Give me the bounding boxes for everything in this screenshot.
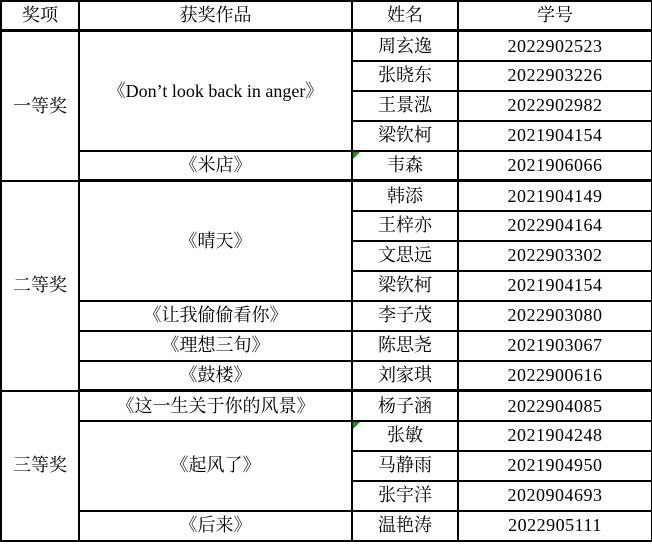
student-name: 梁钦柯: [378, 125, 432, 146]
student-id-cell[interactable]: 2022903302: [458, 241, 652, 271]
table-row: [1, 31, 652, 61]
student-name: 李子茂: [378, 305, 432, 326]
work-cell[interactable]: 《Don’t look back in anger》: [79, 31, 352, 151]
table-row: [1, 391, 652, 421]
student-id-cell[interactable]: 2022904085: [458, 391, 652, 421]
name-cell[interactable]: [352, 61, 458, 91]
student-id-cell[interactable]: 2020904693: [458, 481, 652, 511]
work-cell[interactable]: 《起风了》: [79, 421, 352, 511]
work-cell[interactable]: 《鼓楼》: [79, 361, 352, 391]
table-row: [1, 181, 652, 211]
column-header-student-id[interactable]: 学号: [458, 1, 652, 31]
student-id-cell[interactable]: 2021906066: [458, 151, 652, 181]
column-header-work[interactable]: 获奖作品: [79, 1, 352, 31]
table-body: [1, 31, 652, 541]
work-cell[interactable]: 《米店》: [79, 151, 352, 181]
table-row: [1, 511, 652, 541]
student-name: 梁钦柯: [378, 275, 432, 296]
student-name: 韩添: [387, 185, 423, 206]
student-id-cell[interactable]: 2021904154: [458, 271, 652, 301]
student-id-cell[interactable]: 2022903080: [458, 301, 652, 331]
student-id-cell[interactable]: 2021904149: [458, 181, 652, 211]
name-cell[interactable]: [352, 181, 458, 211]
student-id-cell[interactable]: 2021904950: [458, 451, 652, 481]
name-cell[interactable]: [352, 271, 458, 301]
name-cell[interactable]: [352, 31, 458, 61]
work-cell[interactable]: 《后来》: [79, 511, 352, 541]
cell-error-indicator-icon: [353, 152, 360, 159]
student-name: 周玄逸: [378, 35, 432, 56]
name-cell[interactable]: [352, 421, 458, 451]
student-id-cell[interactable]: 2022903226: [458, 61, 652, 91]
work-cell[interactable]: 《这一生关于你的风景》: [79, 391, 352, 421]
student-name: 张晓东: [378, 65, 432, 86]
student-name: 温艳涛: [378, 515, 432, 536]
student-name: 王景泓: [378, 95, 432, 116]
work-cell[interactable]: 《让我偷偷看你》: [79, 301, 352, 331]
cell-error-indicator-icon: [353, 422, 360, 429]
student-id-cell[interactable]: 2021904248: [458, 421, 652, 451]
work-cell[interactable]: 《理想三旬》: [79, 331, 352, 361]
name-cell[interactable]: [352, 511, 458, 541]
header-row: [1, 1, 652, 31]
student-name: 杨子涵: [378, 395, 432, 416]
award-cell[interactable]: 三等奖: [1, 391, 79, 541]
name-cell[interactable]: [352, 241, 458, 271]
table-row: [1, 331, 652, 361]
name-cell[interactable]: [352, 331, 458, 361]
name-cell[interactable]: [352, 151, 458, 181]
student-id-cell[interactable]: 2021903067: [458, 331, 652, 361]
table-header: [1, 1, 652, 31]
column-header-name[interactable]: 姓名: [352, 1, 458, 31]
student-id-cell[interactable]: 2022902982: [458, 91, 652, 121]
table-row: [1, 361, 652, 391]
work-cell[interactable]: 《晴天》: [79, 181, 352, 301]
student-id-cell[interactable]: 2022905111: [458, 511, 652, 541]
student-name: 张宇洋: [378, 485, 432, 506]
student-id-cell[interactable]: 2021904154: [458, 121, 652, 151]
column-header-award[interactable]: 奖项: [1, 1, 79, 31]
student-name: 马静雨: [378, 455, 432, 476]
award-cell[interactable]: 一等奖: [1, 31, 79, 181]
student-id-cell[interactable]: 2022902523: [458, 31, 652, 61]
student-name: 张敏: [387, 425, 423, 446]
name-cell[interactable]: [352, 391, 458, 421]
table-row: [1, 421, 652, 451]
student-name: 陈思尧: [378, 335, 432, 356]
student-name: 刘家琪: [378, 365, 432, 385]
name-cell[interactable]: [352, 121, 458, 151]
award-cell[interactable]: 二等奖: [1, 181, 79, 391]
name-cell[interactable]: [352, 481, 458, 511]
name-cell[interactable]: [352, 361, 458, 391]
name-cell[interactable]: [352, 451, 458, 481]
student-name: 王梓亦: [378, 215, 432, 236]
table-row: [1, 151, 652, 181]
name-cell[interactable]: [352, 211, 458, 241]
name-cell[interactable]: [352, 301, 458, 331]
name-cell[interactable]: [352, 91, 458, 121]
student-id-cell[interactable]: 2022904164: [458, 211, 652, 241]
student-name: 韦森: [387, 155, 423, 175]
table-row: [1, 301, 652, 331]
student-id-cell[interactable]: 2022900616: [458, 361, 652, 391]
student-name: 文思远: [378, 245, 432, 266]
